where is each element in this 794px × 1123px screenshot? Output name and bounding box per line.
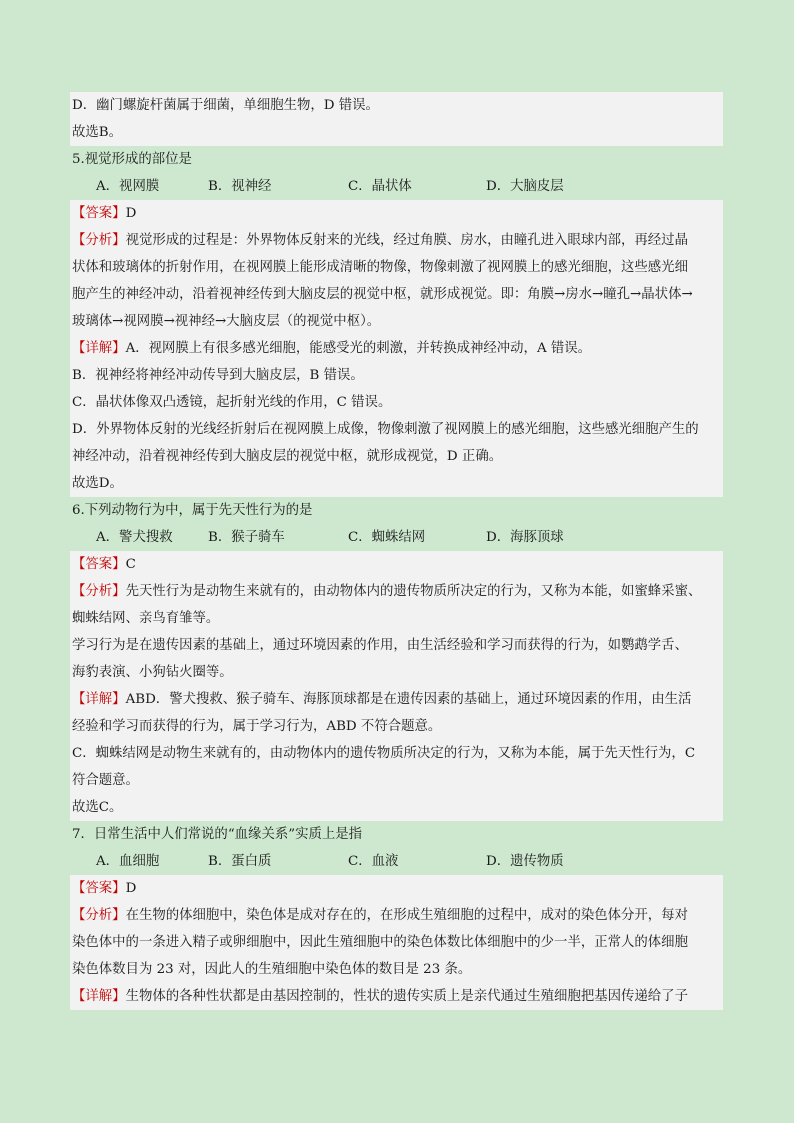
- answer-text-line: [70, 281, 723, 308]
- option-choice: B．视神经: [208, 179, 272, 194]
- answer-text-line: [70, 713, 723, 740]
- answer-text-line: [70, 794, 723, 821]
- answer-text-line: [70, 389, 723, 416]
- section-tag: 【详解】: [72, 989, 126, 1004]
- section-tag: 【详解】: [72, 341, 126, 356]
- answer-text-line: [70, 335, 723, 362]
- document-page: [70, 92, 723, 1010]
- answer-text-line: [70, 956, 723, 983]
- option-choice: A．血细胞: [96, 854, 160, 869]
- line-text: 故选C。: [72, 800, 123, 815]
- line-text: C．晶状体像双凸透镜，起折射光线的作用，C 错误。: [72, 395, 392, 410]
- answer-text-line: [70, 659, 723, 686]
- line-text: A．视网膜上有很多感光细胞，能感受光的刺激，并转换成神经冲动，A 错误。: [125, 341, 592, 356]
- section-tag: 【答案】: [72, 557, 126, 572]
- answer-text-line: [70, 308, 723, 335]
- line-text: C: [125, 557, 136, 572]
- line-text: 学习行为是在遗传因素的基础上，通过环境因素的作用，由生活经验和学习而获得的行为，如鹦鹉学舌、: [72, 638, 688, 653]
- answer-text-line: [70, 632, 723, 659]
- option-choice: D．海豚顶球: [486, 530, 564, 545]
- option-choice: A．视网膜: [96, 179, 160, 194]
- answer-options: [70, 173, 723, 200]
- line-text: 胞产生的神经冲动，沿着视神经传到大脑皮层的视觉中枢，就形成视觉。即：角膜→房水→瞳孔→晶状体→: [72, 287, 693, 302]
- answer-text-line: [70, 362, 723, 389]
- line-text: D．外界物体反射的光线经折射后在视网膜上成像，物像刺激了视网膜上的感光细胞，这些感光细胞产生的: [72, 422, 699, 437]
- answer-text-line: [70, 929, 723, 956]
- answer-text-line: [70, 470, 723, 497]
- answer-text-line: [70, 875, 723, 902]
- answer-text-line: [70, 200, 723, 227]
- line-text: 视觉形成的过程是：外界物体反射来的光线，经过角膜、房水，由瞳孔进入眼球内部，再经过晶: [125, 233, 688, 248]
- answer-text-line: [70, 767, 723, 794]
- section-tag: 【答案】: [72, 881, 126, 896]
- answer-text-line: [70, 902, 723, 929]
- option-choice: C．蜘蛛结网: [348, 530, 426, 545]
- answer-text-line: [70, 578, 723, 605]
- line-text: 经验和学习而获得的行为，属于学习行为，ABD 不符合题意。: [72, 719, 442, 734]
- line-text: 玻璃体→视网膜→视神经→大脑皮层（的视觉中枢）。: [72, 314, 381, 329]
- line-text: 5.视觉形成的部位是: [72, 152, 192, 167]
- line-text: 7．日常生活中人们常说的“血缘关系”实质上是指: [72, 827, 363, 842]
- line-text: 状体和玻璃体的折射作用，在视网膜上能形成清晰的物像，物像刺激了视网膜上的感光细胞，这些感光细: [72, 260, 688, 275]
- line-text: D: [125, 881, 137, 896]
- answer-options: [70, 524, 723, 551]
- question-line: [70, 821, 723, 848]
- section-tag: 【答案】: [72, 206, 126, 221]
- line-text: 故选B。: [72, 125, 123, 140]
- option-choice: A．警犬搜救: [96, 530, 173, 545]
- line-text: 神经冲动，沿着视神经传到大脑皮层的视觉中枢，就形成视觉，D 正确。: [72, 449, 503, 464]
- answer-text-line: [70, 92, 723, 119]
- answer-options: [70, 848, 723, 875]
- line-text: 故选D。: [72, 476, 123, 491]
- answer-text-line: [70, 740, 723, 767]
- option-choice: D．大脑皮层: [486, 179, 564, 194]
- answer-text-line: [70, 686, 723, 713]
- line-text: 生物体的各种性状都是由基因控制的，性状的遗传实质上是亲代通过生殖细胞把基因传递给了子: [125, 989, 688, 1004]
- answer-text-line: [70, 443, 723, 470]
- option-choice: D．遗传物质: [486, 854, 564, 869]
- line-text: D．幽门螺旋杆菌属于细菌，单细胞生物，D 错误。: [72, 98, 379, 113]
- answer-text-line: [70, 254, 723, 281]
- line-text: C．蜘蛛结网是动物生来就有的，由动物体内的遗传物质所决定的行为，又称为本能，属于先天性行为，C: [72, 746, 696, 761]
- line-text: 在生物的体细胞中，染色体是成对存在的，在形成生殖细胞的过程中，成对的染色体分开，每对: [125, 908, 688, 923]
- question-line: [70, 146, 723, 173]
- line-text: 先天性行为是动物生来就有的，由动物体内的遗传物质所决定的行为，又称为本能，如蜜蜂采蜜、: [125, 584, 702, 599]
- section-tag: 【分析】: [72, 584, 126, 599]
- option-choice: C．晶状体: [348, 179, 412, 194]
- option-choice: B．蛋白质: [208, 854, 272, 869]
- option-choice: C．血液: [348, 854, 399, 869]
- line-text: D: [125, 206, 137, 221]
- line-text: 蜘蛛结网、亲鸟育雏等。: [72, 611, 220, 626]
- answer-text-line: [70, 119, 723, 146]
- question-line: [70, 497, 723, 524]
- answer-text-line: [70, 227, 723, 254]
- answer-text-line: [70, 605, 723, 632]
- line-text: 符合题意。: [72, 773, 139, 788]
- answer-text-line: [70, 551, 723, 578]
- answer-text-line: [70, 416, 723, 443]
- line-text: 染色体中的一条进入精子或卵细胞中，因此生殖细胞中的染色体数比体细胞中的少一半，正常人的体细胞: [72, 935, 688, 950]
- section-tag: 【分析】: [72, 233, 126, 248]
- line-text: ABD．警犬搜救、猴子骑车、海豚顶球都是在遗传因素的基础上，通过环境因素的作用，由生活: [125, 692, 692, 707]
- option-choice: B．猴子骑车: [208, 530, 285, 545]
- line-text: 6.下列动物行为中，属于先天性行为的是: [72, 503, 313, 518]
- section-tag: 【详解】: [72, 692, 126, 707]
- answer-text-line: [70, 983, 723, 1010]
- line-text: 海豹表演、小狗钻火圈等。: [72, 665, 233, 680]
- section-tag: 【分析】: [72, 908, 126, 923]
- line-text: B．视神经将神经冲动传导到大脑皮层，B 错误。: [72, 368, 364, 383]
- line-text: 染色体数目为 23 对，因此人的生殖细胞中染色体的数目是 23 条。: [72, 962, 472, 977]
